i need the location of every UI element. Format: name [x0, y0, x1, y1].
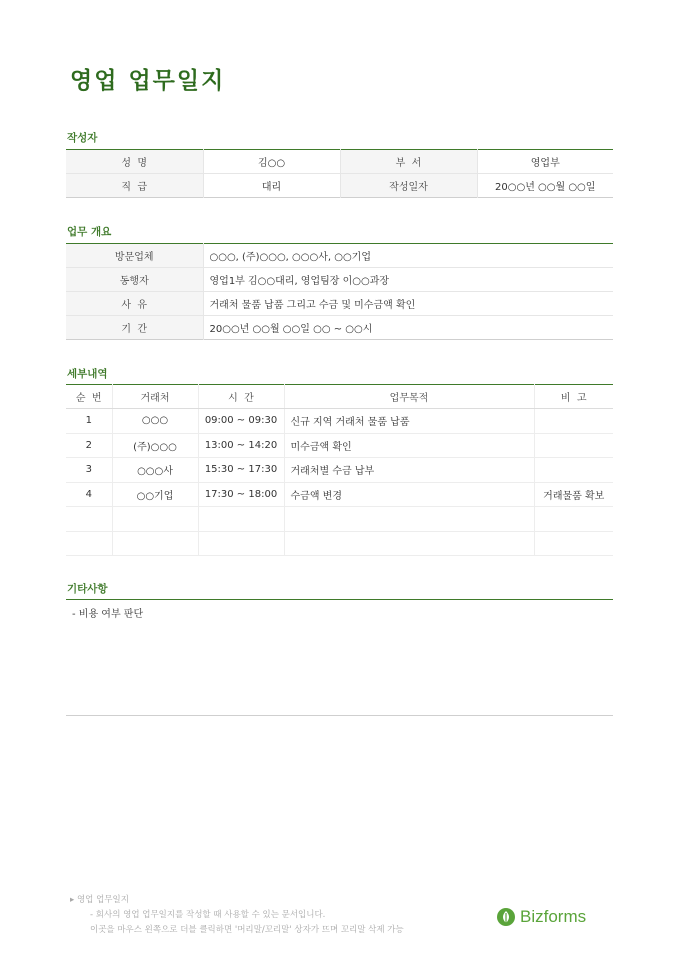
row-purpose[interactable]: [284, 531, 534, 556]
row-purpose[interactable]: 수금액 변경: [284, 482, 534, 507]
overview-value[interactable]: 거래처 물품 납품 그리고 수금 및 미수금액 확인: [203, 292, 613, 316]
overview-label: 방문업체: [66, 244, 203, 268]
date-value[interactable]: 20○○년 ○○월 ○○일: [477, 174, 613, 198]
row-time[interactable]: 09:00 ~ 09:30: [198, 409, 284, 434]
row-note[interactable]: [534, 409, 613, 434]
row-note[interactable]: [534, 507, 613, 532]
overview-label: 사 유: [66, 292, 203, 316]
leaf-logo-icon: [496, 907, 516, 927]
row-note[interactable]: [534, 531, 613, 556]
row-client[interactable]: ○○기업: [112, 482, 198, 507]
table-row: [66, 433, 613, 458]
dept-value[interactable]: 영업부: [477, 150, 613, 174]
name-label: 성 명: [66, 150, 203, 174]
row-time[interactable]: 17:30 ~ 18:00: [198, 482, 284, 507]
date-label: 작성일자: [340, 174, 477, 198]
etc-text[interactable]: - 비용 여부 판단: [72, 609, 144, 620]
dept-label: 부 서: [340, 150, 477, 174]
rank-label: 직 급: [66, 174, 203, 198]
overview-label: 동행자: [66, 268, 203, 292]
row-time[interactable]: 15:30 ~ 17:30: [198, 458, 284, 483]
row-note[interactable]: [534, 458, 613, 483]
row-note[interactable]: 거래물품 확보: [534, 482, 613, 507]
row-time[interactable]: [198, 531, 284, 556]
rank-value[interactable]: 대리: [203, 174, 340, 198]
col-header-no: 순 번: [66, 385, 112, 409]
section-writer-heading: 작성자: [67, 132, 98, 144]
brand-name: Bizforms: [520, 907, 587, 926]
row-no[interactable]: 3: [66, 458, 112, 483]
row-client[interactable]: [112, 531, 198, 556]
col-header-note: 비 고: [534, 385, 613, 409]
col-header-time: 시 간: [198, 385, 284, 409]
footer-line-3: 이곳을 마우스 왼쪽으로 더블 클릭하면 '머리말/꼬리말' 상자가 뜨며 꼬리말 삭제 가능: [90, 925, 404, 935]
table-row: [66, 482, 613, 507]
col-header-purpose: 업무목적: [284, 385, 534, 409]
writer-table: [66, 149, 613, 198]
row-no[interactable]: [66, 531, 112, 556]
row-no[interactable]: [66, 507, 112, 532]
overview-table: [66, 243, 613, 340]
col-header-client: 거래처: [112, 385, 198, 409]
footer-line-1: 영업 업무일지: [76, 895, 129, 905]
row-purpose[interactable]: [284, 507, 534, 532]
row-purpose[interactable]: 미수금액 확인: [284, 433, 534, 458]
brand-logo: [496, 907, 586, 927]
table-row: [66, 458, 613, 483]
row-time[interactable]: [198, 507, 284, 532]
row-client[interactable]: ○○○사: [112, 458, 198, 483]
table-row: [66, 507, 613, 532]
section-etc-heading: 기타사항: [67, 583, 108, 595]
footer-note[interactable]: [70, 893, 404, 938]
table-row: [66, 531, 613, 556]
section-overview-heading: 업무 개요: [67, 226, 112, 238]
row-purpose[interactable]: 거래처별 수금 납부: [284, 458, 534, 483]
row-no[interactable]: 1: [66, 409, 112, 434]
row-client[interactable]: (주)○○○: [112, 433, 198, 458]
details-table: [66, 384, 613, 556]
row-purpose[interactable]: 신규 지역 거래처 물품 납품: [284, 409, 534, 434]
row-no[interactable]: 4: [66, 482, 112, 507]
overview-value[interactable]: 20○○년 ○○월 ○○일 ○○ ~ ○○시: [203, 316, 613, 340]
overview-value[interactable]: ○○○, (주)○○○, ○○○사, ○○기업: [203, 244, 613, 268]
row-client[interactable]: ○○○: [112, 409, 198, 434]
row-no[interactable]: 2: [66, 433, 112, 458]
overview-label: 기 간: [66, 316, 203, 340]
table-row: [66, 409, 613, 434]
overview-value[interactable]: 영업1부 김○○대리, 영업팀장 이○○과장: [203, 268, 613, 292]
page-title: 영업 업무일지: [70, 68, 226, 94]
row-note[interactable]: [534, 433, 613, 458]
etc-divider: [66, 599, 613, 600]
etc-bottom-divider: [66, 715, 613, 716]
row-time[interactable]: 13:00 ~ 14:20: [198, 433, 284, 458]
row-client[interactable]: [112, 507, 198, 532]
footer-line-2: - 회사의 영업 업무일지를 작성할 때 사용할 수 있는 문서입니다.: [90, 910, 326, 920]
section-details-heading: 세부내역: [67, 368, 108, 380]
bullet-icon: ▸: [70, 895, 77, 905]
name-value[interactable]: 김○○: [203, 150, 340, 174]
